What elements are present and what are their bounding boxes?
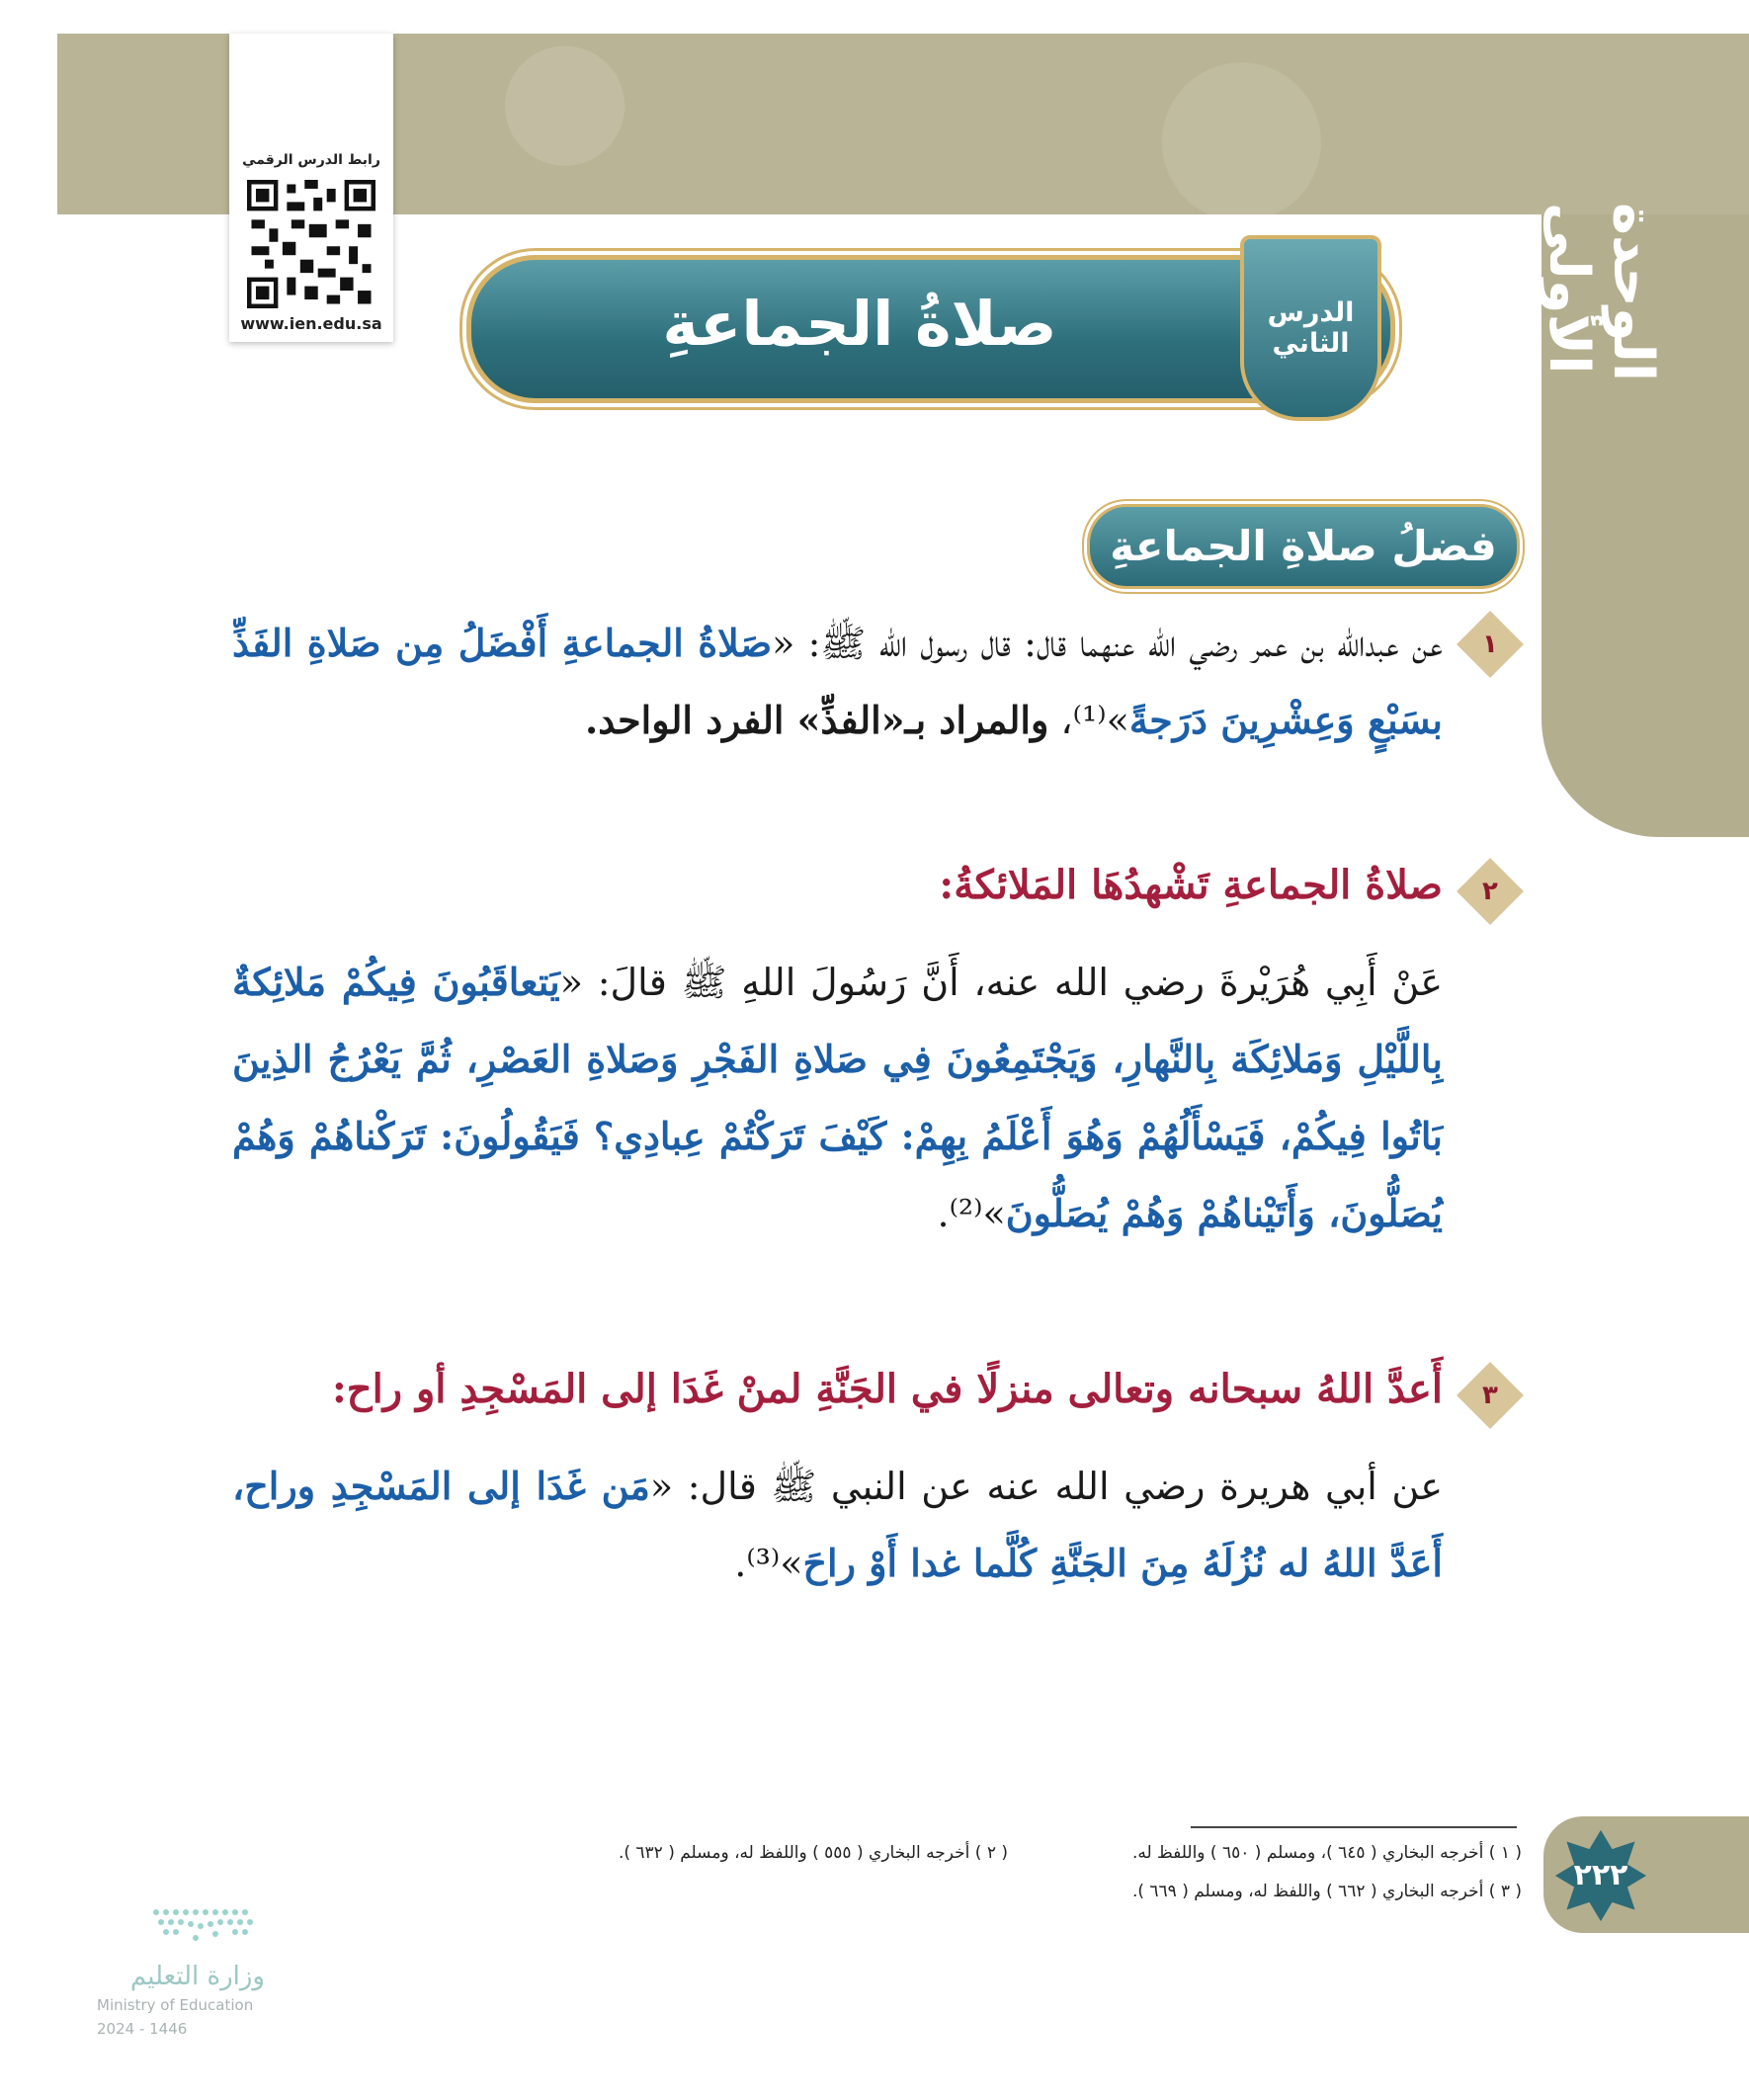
item-1-text: عن عبدالله بن عمر رضي الله عنهما قال: قال رسول الله ﷺ: «صَلاةُ الجماعةِ أَفْضَلُ مِن صَلاةِ الفَذِّ بسَبْعٍ وَعِشْرِينَ دَرَجةً»⁽¹⁾، والمراد بـ«الفذِّ» الفرد الواحد. bbox=[232, 621, 1443, 742]
footnote-divider bbox=[1191, 1826, 1517, 1828]
lesson-title: صلاةُ الجماعةِ bbox=[662, 288, 1057, 360]
item-number-badge: ١ bbox=[1457, 611, 1524, 678]
item-number-badge: ٢ bbox=[1457, 858, 1524, 925]
item-number-badge: ٣ bbox=[1457, 1362, 1524, 1429]
item-3-heading: أَعدَّ اللهُ سبحانه وتعالى منزلًا في الجَنَّةِ لمنْ غَدَا إلى المَسْجِدِ أو راح: bbox=[332, 1366, 1443, 1412]
footnote-2: ( ٢ ) أخرجه البخاري ( ٥٥٥ ) واللفظ له، ومسلم ( ٦٣٢ ). bbox=[618, 1843, 1008, 1863]
unit-title: الوحدة الأولى bbox=[1537, 203, 1665, 382]
page-number: ٢٢٢ bbox=[1573, 1858, 1628, 1892]
qr-card[interactable] bbox=[229, 34, 393, 342]
footnote-3: ( ٣ ) أخرجه البخاري ( ٦٦٢ ) واللفظ له، ومسلم ( ٦٦٩ ). bbox=[1131, 1882, 1522, 1901]
qr-url[interactable]: www.ien.edu.sa bbox=[240, 314, 382, 333]
explanation-note: والمراد بـ«الفذِّ» الفرد الواحد. bbox=[584, 698, 1049, 742]
item-2-heading: صلاةُ الجماعةِ تَشْهدُهَا المَلائكةُ: bbox=[939, 862, 1443, 908]
lesson-ordinal: الثاني bbox=[1272, 328, 1350, 359]
item-2-text: عَنْ أَبِي هُرَيْرةَ رضي الله عنه، أَنَّ رَسُولَ اللهِ ﷺ قالَ: «يَتعاقَبُونَ فِيكُمْ مَلائِكةٌ بِاللَّيْلِ وَمَلائِكَة بِالنَّهارِ، وَيَجْتَمِعُونَ فِي صَلاةِ الفَجْرِ وَصَلاةِ العَصْرِ، ثُمَّ يَعْرُجُ الذِينَ بَاتُوا فِيكُمْ، فَيَسْأَلُهُمْ وَهُوَ أَعْلَمُ بِهِمْ: كَيْفَ تَرَكْتُمْ عِبادِي؟ فَيَقُولُونَ: تَرَكْناهُمْ وَهُمْ يُصَلُّونَ، وَأَتَيْناهُمْ وَهُمْ يُصَلُّونَ»⁽²⁾. bbox=[232, 960, 1444, 1235]
qr-label: رابط الدرس الرقمي bbox=[242, 152, 380, 168]
lesson-number-badge bbox=[1240, 235, 1381, 421]
hadith-text: يَتعاقَبُونَ فِيكُمْ مَلائِكةٌ بِاللَّيْلِ وَمَلائِكَة بِالنَّهارِ، وَيَجْتَمِعُونَ فِي صَلاةِ الفَجْرِ وَصَلاةِ العَصْرِ، ثُمَّ يَعْرُجُ الذِينَ بَاتُوا فِيكُمْ، فَيَسْأَلُهُمْ وَهُوَ أَعْلَمُ بِهِمْ: كَيْفَ تَرَكْتُمْ عِبادِي؟ فَيَقُولُونَ: تَرَكْناهُمْ وَهُمْ يُصَلُّونَ، وَأَتَيْناهُمْ وَهُمْ يُصَلُّونَ bbox=[232, 960, 1443, 1235]
qr-code-icon[interactable] bbox=[247, 180, 375, 308]
ministry-logo-icon bbox=[97, 1892, 294, 1962]
footnote-1: ( ١ ) أخرجه البخاري ( ٦٤٥ )، ومسلم ( ٦٥٠ ) واللفظ له. bbox=[1131, 1843, 1522, 1863]
hadith-text: مَن غَدَا إلى المَسْجِدِ وراح، أَعَدَّ اللهُ له نُزُلَهُ مِنَ الجَنَّةِ كُلَّما غدا أَوْ راحَ bbox=[232, 1464, 1443, 1585]
ministry-name-ar: وزارة التعليم bbox=[129, 1962, 265, 1991]
ministry-year: 2024 - 1446 bbox=[97, 2020, 188, 2038]
item-3-text: عن أبي هريرة رضي الله عنه عن النبي ﷺ قال: «مَن غَدَا إلى المَسْجِدِ وراح، أَعَدَّ اللهُ له نُزُلَهُ مِنَ الجَنَّةِ كُلَّما غدا أَوْ راحَ»⁽³⁾. bbox=[232, 1464, 1444, 1585]
lesson-label: الدرس bbox=[1267, 297, 1355, 328]
hadith-text: صَلاةُ الجماعةِ أَفْضَلُ مِن صَلاةِ الفَذِّ بسَبْعٍ وَعِشْرِينَ دَرَجةً bbox=[232, 621, 1443, 742]
section-title: فضلُ صلاةِ الجماعةِ bbox=[1087, 504, 1520, 589]
ministry-name-en: Ministry of Education bbox=[97, 1996, 254, 2014]
